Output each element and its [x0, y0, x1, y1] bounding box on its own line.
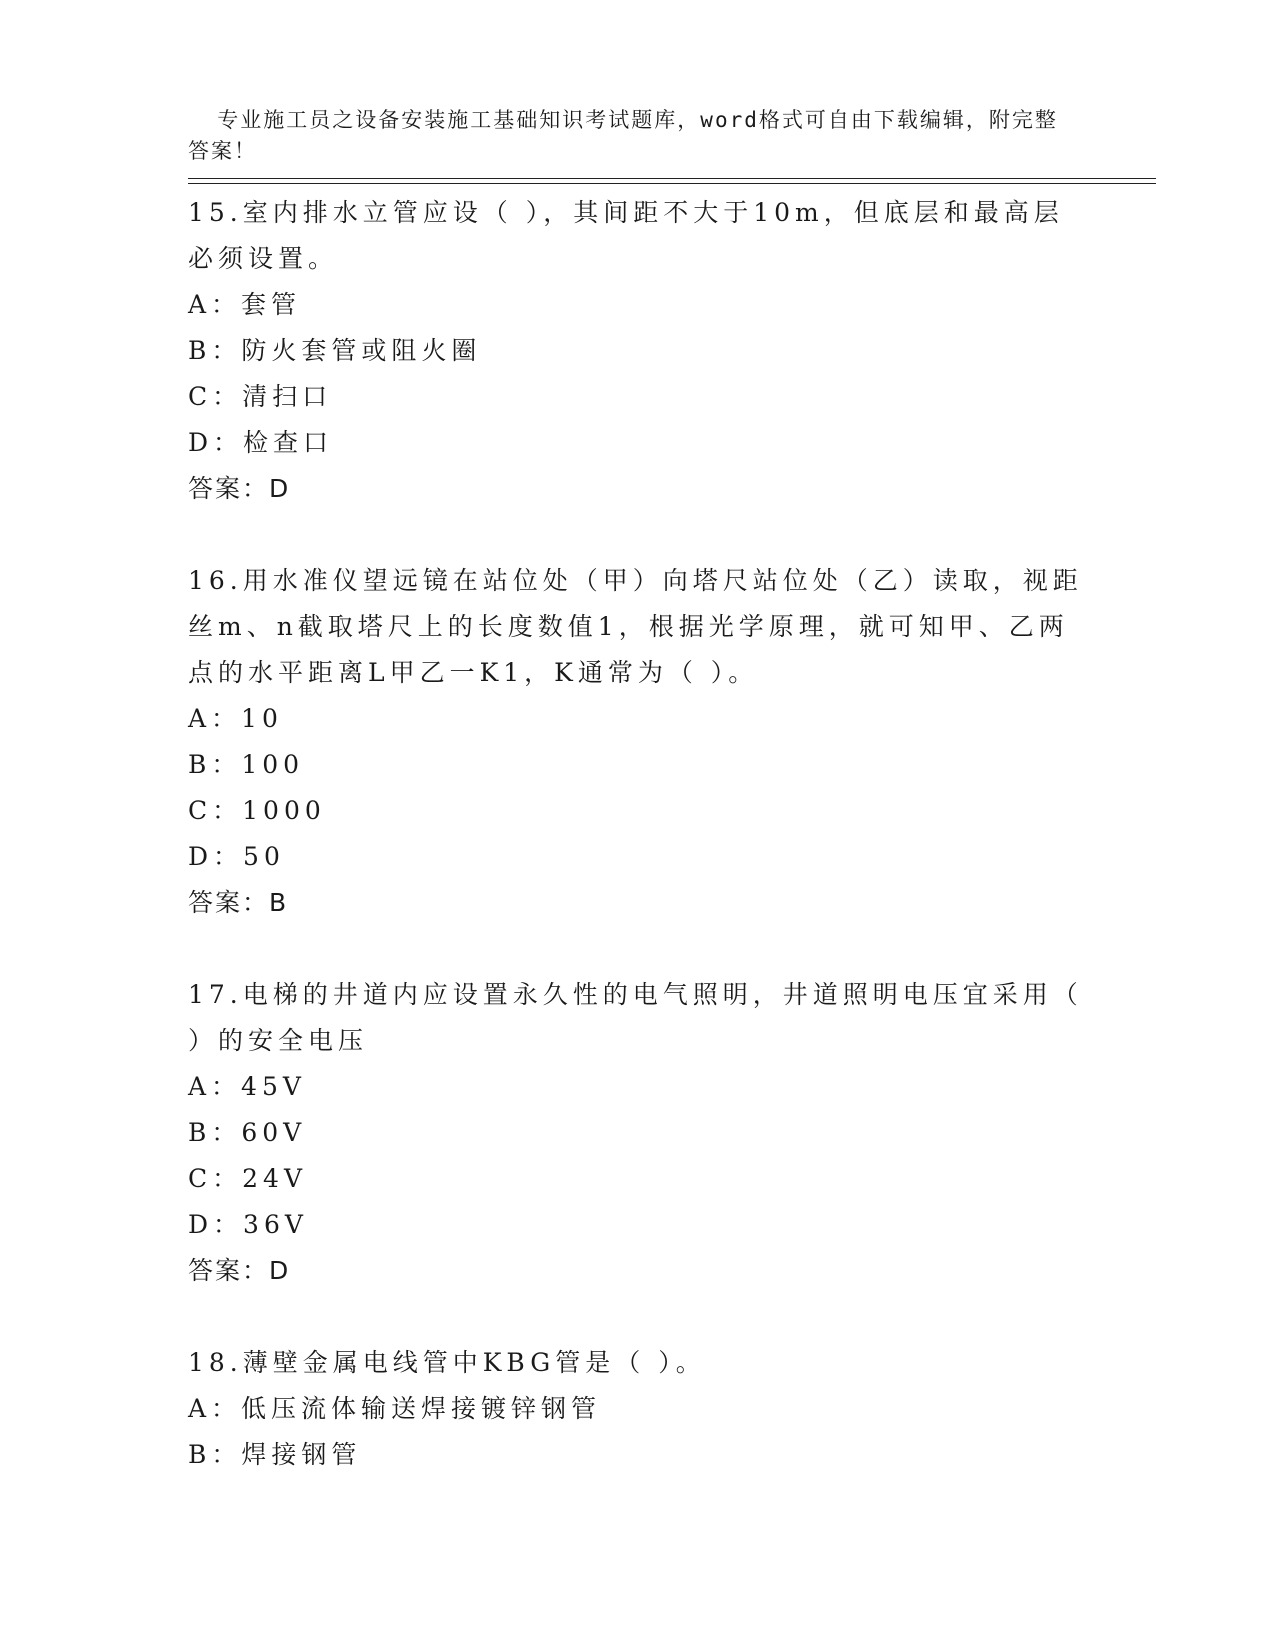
question-list — [188, 190, 1088, 1478]
option-b: B：100 — [188, 750, 305, 779]
option-c: C：1000 — [188, 796, 326, 825]
question-stem: 16.用水准仪望远镜在站位处（甲）向塔尺站位处（乙）读取，视距丝m、n截取塔尺上的长度数值1，根据光学原理，就可知甲、乙两点的水平距离L甲乙一K1，K通常为（ ）。 — [188, 566, 1083, 687]
option-b: B：60V — [188, 1118, 307, 1147]
option-d: D：50 — [188, 842, 285, 871]
header-divider-bottom — [188, 183, 1156, 184]
answer-line: 答案：D — [188, 474, 291, 503]
option-d: D：检查口 — [188, 428, 334, 457]
option-c: C：清扫口 — [188, 382, 333, 411]
option-c: C：24V — [188, 1164, 307, 1193]
option-b: B：焊接钢管 — [188, 1440, 362, 1469]
option-a: A：低压流体输送焊接镀锌钢管 — [188, 1394, 602, 1423]
answer-line: 答案：B — [188, 888, 289, 917]
option-a: A：45V — [188, 1072, 306, 1101]
header-divider-top — [188, 178, 1156, 179]
option-b: B：防火套管或阻火圈 — [188, 336, 482, 365]
answer-line: 答案：D — [188, 1256, 291, 1285]
question-17 — [188, 972, 1088, 1294]
question-stem: 15.室内排水立管应设（ ），其间距不大于10m，但底层和最高层必须设置。 — [188, 198, 1064, 273]
document-header — [188, 74, 1068, 167]
option-a: A：10 — [188, 704, 283, 733]
question-stem: 17.电梯的井道内应设置永久性的电气照明，井道照明电压宜采用（ ）的安全电压 — [188, 980, 1083, 1055]
option-a: A：套管 — [188, 290, 302, 319]
question-18 — [188, 1340, 1088, 1478]
question-stem: 18.薄壁金属电线管中KBG管是（ ）。 — [188, 1348, 706, 1377]
option-d: D：36V — [188, 1210, 308, 1239]
header-title: 专业施工员之设备安装施工基础知识考试题库，word格式可自由下载编辑，附完整答案！ — [188, 108, 1058, 163]
question-16 — [188, 558, 1088, 926]
question-15 — [188, 190, 1088, 512]
